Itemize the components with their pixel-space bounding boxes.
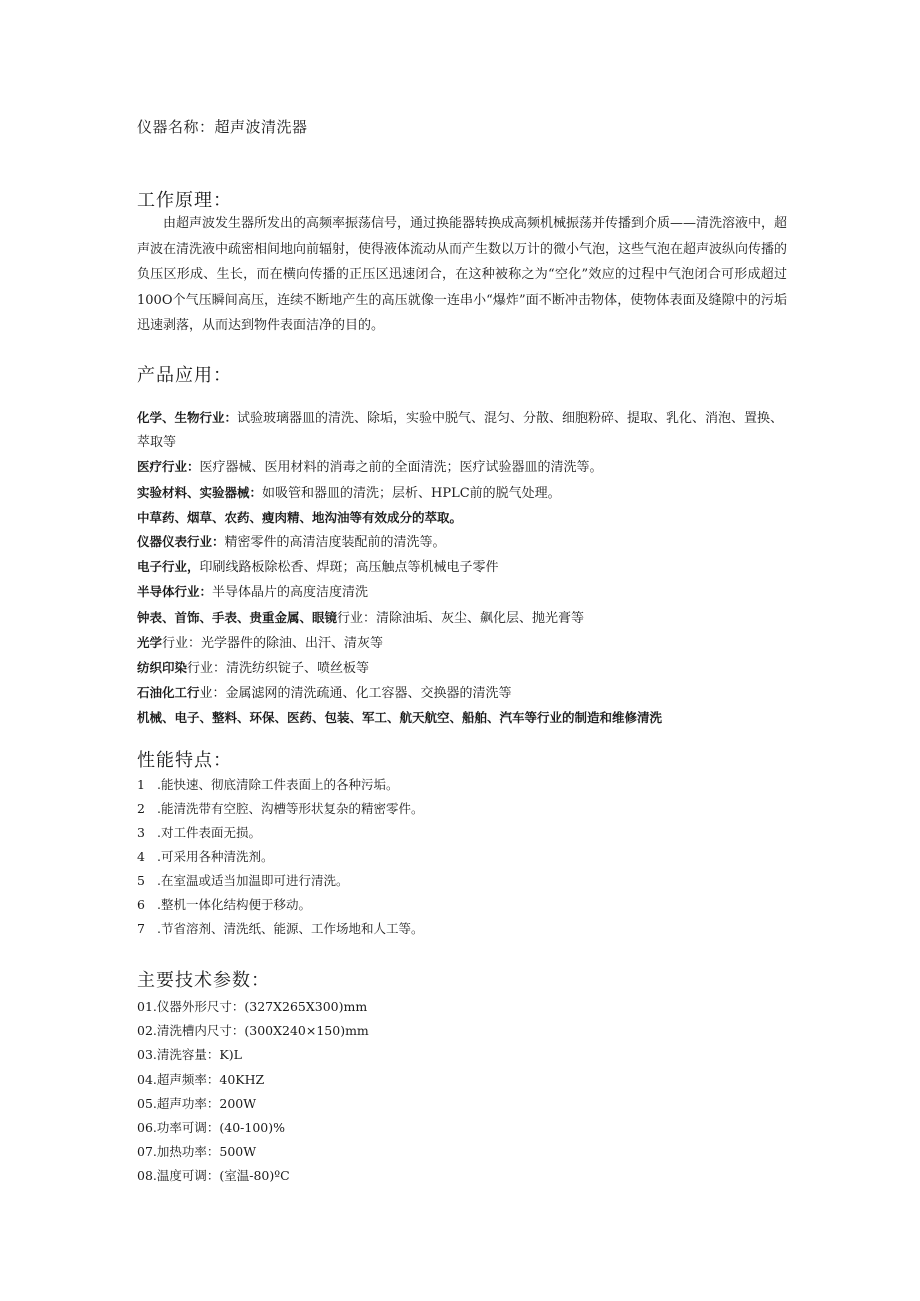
application-item: 电子行业，印刷线路板除松香、焊斑；高压触点等机械电子零件 [137,559,499,576]
application-item: 光学行业：光学器件的除油、出汗、清灰等 [137,634,384,651]
feature-item: 4 .可采用各种清洗剂。 [137,849,274,864]
spec-item: 01.仪器外形尺寸：(327X265X300)mm [137,999,368,1014]
application-item: 机械、电子、整料、环保、医药、包装、军工、航天航空、船舶、汽车等行业的制造和维修清洗 [137,710,663,726]
principle-heading: 工作原理： [137,190,232,211]
spec-item: 03.清洗容量：K)L [137,1047,242,1063]
application-item: 纺织印染行业：清洗纺织锭子、喷丝板等 [137,660,370,677]
application-item: 半导体行业：半导体晶片的高度洁度清洗 [137,584,369,601]
applications-list [137,406,787,731]
spec-item: 07.加热功率：500W [137,1144,257,1160]
features-heading: 性能特点： [137,750,232,771]
features-list [137,773,423,941]
instrument-title: 仪器名称：超声波清洗器 [137,118,308,136]
application-item: 钟表、首饰、手表、贵重金属、眼镜行业：清除油垢、灰尘、飙化层、抛光膏等 [137,609,585,626]
feature-item: 5 .在室温或适当加温即可进行清洗。 [137,873,349,888]
application-item: 石油化工行业：金属滤网的清洗疏通、化工容器、交换器的清洗等 [137,685,512,702]
feature-item: 1 .能快速、彻底清除工件表面上的各种污垢。 [137,777,399,792]
specs-heading: 主要技术参数： [137,970,270,991]
feature-item: 6 .整机一体化结构便于移动。 [137,897,311,912]
principle-paragraph: 由超声波发生器所发出的高频率振荡信号，通过换能器转换成高频机械振荡并传播到介质——清洗溶液中，超声波在清洗液中疏密相间地向前辐射，使得液体流动从而产生数以万计的微小气泡，这些气泡在超声波纵向传播的负压区形成、生长，而在横向传播的正压区迅速闭合，在这种被称之为“空化”效应的过程中气泡闭合可形成超过100O个气压瞬间高压，连续不断地产生的高压就像一连串小“爆炸”面不断冲击物体，使物体表面及缝隙中的污垢迅速剥落，从而达到物件表面洁净的目的。 [137,216,788,334]
spec-item: 06.功率可调：(40-100)% [137,1120,285,1136]
application-item: 中草药、烟草、农药、瘦肉精、地沟油等有效成分的萃取。 [137,509,463,525]
spec-item: 02.清洗槽内尺寸：(300X240×150)mm [137,1023,369,1039]
application-item: 实验材料、实验器械：如吸管和器皿的清洗；层析、HPLC前的脱气处理。 [137,484,561,501]
specs-list [137,995,369,1189]
spec-item: 08.温度可调：(室温-80)ºC [137,1168,290,1184]
application-item: 仪器仪表行业：精密零件的高清洁度装配前的清洗等。 [137,534,446,551]
application-item: 医疗行业：医疗器械、医用材料的消毒之前的全面清洗；医疗试验器皿的清洗等。 [137,459,603,476]
spec-item: 05.超声功率：200W [137,1095,257,1111]
feature-item: 3 .对工件表面无损。 [137,825,261,840]
feature-item: 7 .节省溶剂、清洗纸、能源、工作场地和人工等。 [137,921,424,936]
spec-item: 04.超声频率：40KHZ [137,1071,265,1087]
applications-heading: 产品应用： [137,365,232,386]
application-item: 化学、生物行业：试验玻璃器皿的清洗、除垢，实验中脱气、混匀、分散、细胞粉碎、提取、乳化、消泡、置换、萃取等 [137,410,784,451]
feature-item: 2 .能清洗带有空腔、沟槽等形状复杂的精密零件。 [137,801,424,816]
